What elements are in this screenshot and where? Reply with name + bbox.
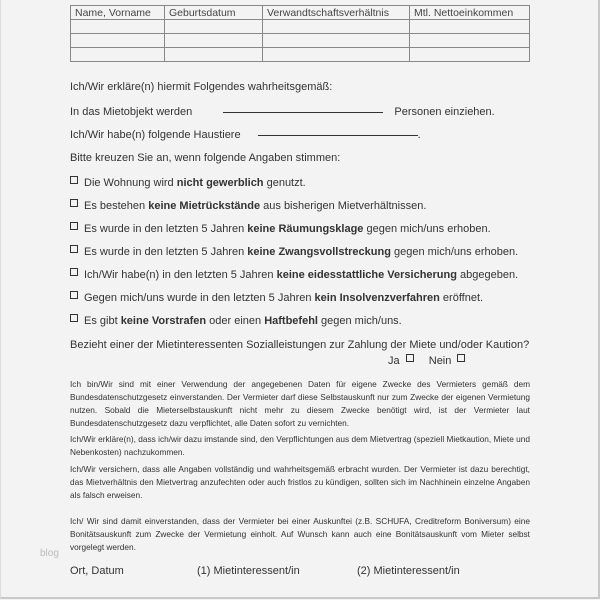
table-cell[interactable]: [263, 48, 410, 62]
check-text: keine Räumungsklage: [247, 223, 364, 235]
checkbox[interactable]: [70, 245, 78, 253]
obligation-paragraph: Ich/Wir erkläre(n), dass ich/wir dazu imstande sind, den Verpflichtungen aus dem Mietvertrag (speziell Mietkaution, Miete und Nebenkosten) nachzukommen.: [70, 434, 530, 457]
truth-paragraph: Ich/Wir versichern, dass alle Angaben vollständig und wahrheitsgemäß erbracht wurden. Der Vermieter ist dazu berechtigt, das Mietverhältnis den Mietvertrag anzufechten oder auch fristlos zu kündigen, sollten sich im Nachhinein einzelne Angaben als falsch erweisen.: [70, 464, 530, 500]
signature-place-date: Ort, Datum: [70, 565, 124, 577]
check-item: [70, 314, 402, 327]
table-header-row: [71, 6, 530, 20]
check-text: Es bestehen: [84, 200, 149, 212]
check-item: [70, 199, 426, 212]
pets-line: [70, 129, 421, 141]
check-item: [70, 245, 518, 258]
persons-label: In das Mietobjekt werden: [70, 106, 193, 118]
check-text: Es gibt: [84, 315, 121, 327]
signature-applicant-2: (2) Mietinteressent/in: [357, 565, 460, 577]
check-text: gegen mich/uns erhoben.: [363, 223, 491, 235]
table-row: [71, 34, 530, 48]
table-cell[interactable]: [263, 34, 410, 48]
check-text: keine eidesstattliche Versicherung: [276, 269, 457, 281]
check-item: [70, 222, 491, 235]
table-cell[interactable]: [71, 20, 165, 34]
intro-text: Ich/Wir erkläre(n) hiermit Folgendes wahrheitsgemäß:: [70, 81, 333, 93]
pets-field[interactable]: [258, 135, 418, 136]
household-table: [70, 5, 530, 62]
persons-field[interactable]: [223, 112, 383, 113]
checkbox[interactable]: [70, 268, 78, 276]
check-text: eröffnet.: [439, 292, 484, 304]
check-text: oder einen: [206, 315, 265, 327]
checkbox[interactable]: [70, 314, 78, 322]
check-text: Die Wohnung wird: [84, 177, 177, 189]
column-header: Mtl. Nettoeinkommen: [410, 6, 530, 20]
check-text: genutzt.: [263, 177, 306, 189]
check-item: [70, 291, 483, 304]
social-question: Bezieht einer der Mietinteressenten Sozialleistungen zur Zahlung der Miete und/oder Kaution?: [70, 339, 530, 351]
check-text: abgegeben.: [456, 269, 519, 281]
no-label: Nein: [428, 355, 452, 367]
table-cell[interactable]: [165, 20, 263, 34]
table-row: [71, 20, 530, 34]
table-row: [71, 48, 530, 62]
social-answer: [388, 354, 471, 367]
check-text: gegen mich/uns erhoben.: [390, 246, 519, 258]
table-cell[interactable]: [165, 48, 263, 62]
table-cell[interactable]: [410, 48, 530, 62]
check-item: [70, 176, 306, 189]
check-text: keine Mietrückstände: [148, 200, 261, 212]
check-text: Es wurde in den letzten 5 Jahren: [84, 223, 248, 235]
check-text: nicht gewerblich: [176, 177, 264, 189]
pets-label: Ich/Wir habe(n) folgende Haustiere: [70, 129, 241, 141]
check-text: Es wurde in den letzten 5 Jahren: [84, 246, 248, 258]
column-header: Name, Vorname: [71, 6, 165, 20]
table-cell[interactable]: [71, 48, 165, 62]
column-header: Verwandtschaftsverhältnis: [263, 6, 410, 20]
table-cell[interactable]: [71, 34, 165, 48]
persons-suffix: Personen einziehen.: [394, 106, 495, 118]
pets-suffix: .: [417, 129, 421, 141]
check-text: keine Zwangsvollstreckung: [247, 246, 391, 258]
persons-line: [70, 106, 495, 118]
check-item: [70, 268, 518, 281]
table-cell[interactable]: [410, 34, 530, 48]
column-header: Geburtsdatum: [165, 6, 263, 20]
check-text: kein Insolvenzverfahren: [314, 292, 440, 304]
credit-check-paragraph: Ich/ Wir sind damit einverstanden, dass der Vermieter bei einer Auskunftei (z.B. SCHUFA, Creditreform Boniversum) eine Bonitätsauskunft zum Zwecke der Vermietung einholt. Auf Wunsch kann auch eine Bonitätsauskunft vom Mieter selbst vorgelegt werden.: [70, 516, 530, 552]
table-cell[interactable]: [263, 20, 410, 34]
yes-checkbox[interactable]: [406, 354, 414, 362]
check-text: keine Vorstrafen: [120, 315, 207, 327]
table-cell[interactable]: [165, 34, 263, 48]
checkbox[interactable]: [70, 199, 78, 207]
checkbox[interactable]: [70, 291, 78, 299]
check-text: aus bisherigen Mietverhältnissen.: [260, 200, 427, 212]
watermark: blog: [40, 548, 59, 559]
check-text: Haftbefehl: [264, 315, 318, 327]
yes-label: Ja: [388, 355, 400, 367]
checkbox[interactable]: [70, 176, 78, 184]
check-text: gegen mich/uns.: [317, 315, 402, 327]
check-text: Ich/Wir habe(n) in den letzten 5 Jahren: [84, 269, 277, 281]
no-checkbox[interactable]: [457, 354, 465, 362]
privacy-paragraph: Ich bin/Wir sind mit einer Verwendung der angegebenen Daten für eigene Zwecke des Vermieters gemäß dem Bundesdatenschutzgesetz einverstanden. Der Vermieter darf diese Selbstauskunft nur zum Zwecke der eigenen Vermietung nutzen. Sobald die Mieterselbstauskunft nicht mehr zu diesem Zwecke benötigt wird, ist der Vermieter laut Bundesdatenschutzgesetz dazu verpflichtet, alle Daten sofort zu vernichten.: [70, 379, 530, 428]
table-cell[interactable]: [410, 20, 530, 34]
check-text: Gegen mich/uns wurde in den letzten 5 Jahren: [84, 292, 315, 304]
checkbox[interactable]: [70, 222, 78, 230]
signature-applicant-1: (1) Mietinteressent/in: [197, 565, 300, 577]
check-intro: Bitte kreuzen Sie an, wenn folgende Angaben stimmen:: [70, 152, 341, 164]
